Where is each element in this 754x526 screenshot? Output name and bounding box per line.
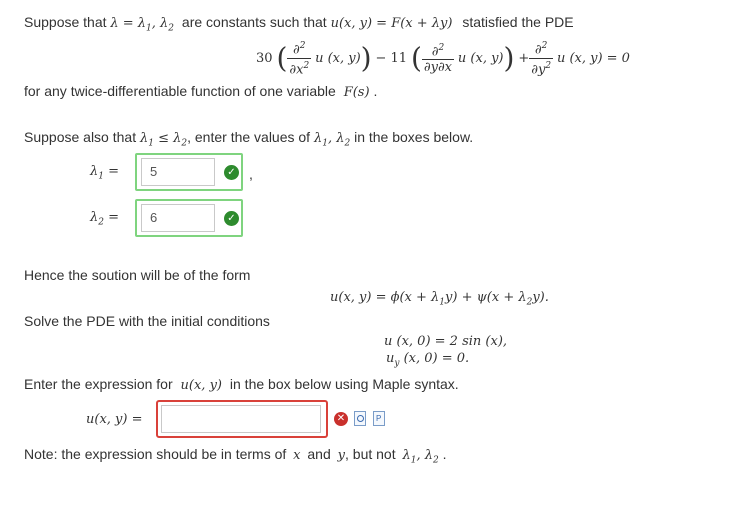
intro-function: u(x, y) = F(x + λy): [330, 16, 453, 31]
suppose-also-line: Suppose also that $\lambda_1 \le \lambda_2$, enter the values of $\lambda_1$, $\lambda_2$ in the boxes below.: [24, 129, 474, 149]
check-icon: ✓: [224, 165, 239, 180]
intro-mid: are constants such that: [181, 14, 327, 30]
lambda2-label: $\lambda_2$ =: [90, 210, 120, 228]
expression-function: u(x, y): [180, 378, 222, 393]
lambda2-answer-box: [135, 199, 243, 237]
intro-suffix: statisfied the PDE: [462, 14, 574, 30]
intro-line: [24, 14, 574, 34]
pde-equation: 30 ( $\frac{\partial^2}{\partial x^2}$ u (x, y)) − 11 ( $\frac{\partial^2}{\partial y\partial x}$ u (x, y)) + $\frac{\partial^2}{\partial y^2}$ u (x, y) = 0: [256, 41, 630, 78]
expression-answer-box: [156, 400, 328, 438]
lambda1-separator: ,: [249, 166, 253, 182]
intro-prefix: Suppose that: [24, 14, 107, 30]
initial-conditions-text: Solve the PDE with the initial conditions: [24, 313, 270, 329]
enter-expression-line: Enter the expression for u(x, y) in the box below using Maple syntax.: [24, 376, 459, 393]
lambda2-input[interactable]: 6: [141, 204, 215, 232]
lambda1-label: $\lambda_1$ =: [90, 164, 120, 182]
initial-condition-2: $u_y$ (x, 0) = 0.: [386, 351, 470, 369]
lambda-vars: $\lambda_1$, $\lambda_2$: [313, 131, 351, 149]
suppose-also-prefix: Suppose also that: [24, 129, 137, 145]
pde-coef1: 30: [256, 51, 273, 66]
pde-coef2: − 11: [375, 51, 408, 66]
expression-label: u(x, y) =: [86, 412, 143, 427]
note-vars: $\lambda_1$, $\lambda_2$: [402, 448, 439, 466]
initial-condition-1: u (x, 0) = 2 sin (x),: [384, 334, 508, 349]
for-any-line: for any twice-differentiable function of one variable F(s) .: [24, 83, 378, 100]
help-icon[interactable]: P: [373, 411, 385, 426]
lambda1-input[interactable]: 5: [141, 158, 215, 186]
lambda1-answer-box: [135, 153, 243, 191]
preview-icon[interactable]: [354, 411, 366, 426]
lambda-condition: $\lambda_1 \le \lambda_2$: [139, 131, 188, 149]
lambda-definition: $\lambda = \lambda_1$, $\lambda_2$: [110, 16, 175, 34]
pde-rhs: u (x, y) = 0: [556, 51, 630, 66]
for-any-text: for any twice-differentiable function of one variable: [24, 83, 336, 99]
x-icon: ✕: [334, 412, 348, 426]
function-fs: F(s): [343, 85, 370, 100]
expression-input[interactable]: [161, 405, 321, 433]
solution-formula: u(x, $y) = \phi(x + \lambda_1y) + \psi(x + \lambda_2y)$.: [330, 290, 549, 308]
note-line: Note: the expression should be in terms of x and y, but not $\lambda_1$, $\lambda_2$ .: [24, 446, 447, 466]
solution-form-text: Hence the soution will be of the form: [24, 267, 251, 283]
check-icon: ✓: [224, 211, 239, 226]
